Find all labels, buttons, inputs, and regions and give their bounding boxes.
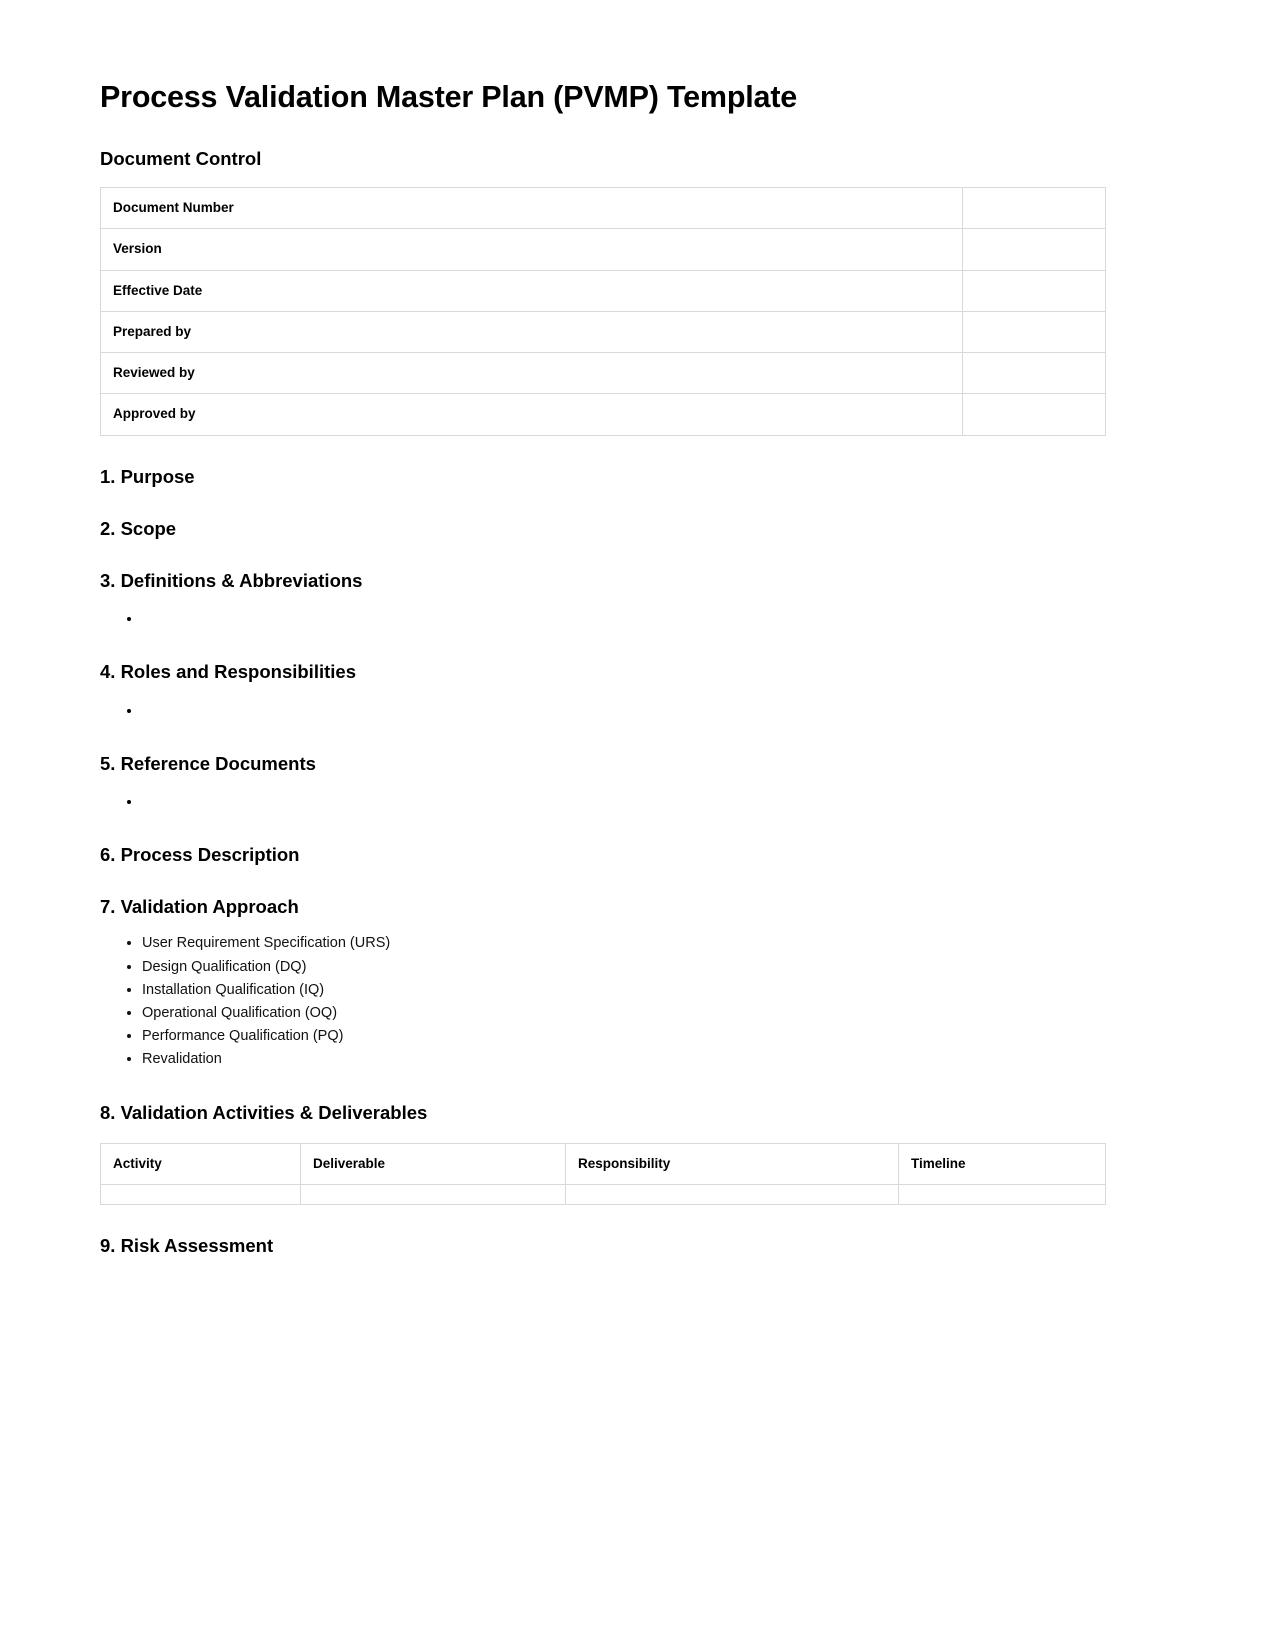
table-header-row bbox=[101, 1143, 1106, 1184]
list-item bbox=[142, 791, 1105, 814]
list-item: • Performance Qualification (PQ) bbox=[142, 1025, 1105, 1048]
table-row bbox=[101, 1184, 1106, 1204]
responsibility-cell[interactable] bbox=[566, 1184, 899, 1204]
definitions-bullet-list bbox=[100, 608, 1105, 631]
column-header-responsibility: Responsibility bbox=[566, 1143, 899, 1184]
column-header-activity: Activity bbox=[101, 1143, 301, 1184]
document-control-table bbox=[100, 187, 1106, 435]
reference-documents-bullet-list bbox=[100, 791, 1105, 814]
list-item: • Revalidation bbox=[142, 1048, 1105, 1071]
column-header-timeline: Timeline bbox=[899, 1143, 1106, 1184]
table-row bbox=[101, 188, 1106, 229]
column-header-deliverable: Deliverable bbox=[301, 1143, 566, 1184]
section-heading-reference-documents: 5. Reference Documents bbox=[100, 752, 316, 774]
table-row bbox=[101, 353, 1106, 394]
page-title: Process Validation Master Plan (PVMP) Template bbox=[100, 80, 798, 114]
deliverable-cell[interactable] bbox=[301, 1184, 566, 1204]
document-control-label: Document Number bbox=[101, 188, 963, 229]
list-item: • User Requirement Specification (URS) bbox=[142, 932, 1105, 955]
document-control-value[interactable] bbox=[963, 270, 1106, 311]
list-item bbox=[142, 700, 1105, 723]
roles-bullet-list bbox=[100, 700, 1105, 723]
section-heading-validation-activities: 8. Validation Activities & Deliverables bbox=[100, 1101, 428, 1123]
section-heading-purpose: 1. Purpose bbox=[100, 465, 195, 487]
document-control-value[interactable] bbox=[963, 394, 1106, 435]
table-row bbox=[101, 229, 1106, 270]
document-control-value[interactable] bbox=[963, 311, 1106, 352]
list-item: • Installation Qualification (IQ) bbox=[142, 979, 1105, 1002]
document-control-heading: Document Control bbox=[100, 148, 262, 170]
document-control-label: Reviewed by bbox=[101, 353, 963, 394]
section-heading-scope: 2. Scope bbox=[100, 517, 177, 539]
section-heading-roles: 4. Roles and Responsibilities bbox=[100, 661, 356, 683]
validation-activities-table bbox=[100, 1143, 1106, 1205]
section-heading-validation-approach: 7. Validation Approach bbox=[100, 896, 299, 918]
table-row bbox=[101, 311, 1106, 352]
validation-approach-bullet-list bbox=[100, 932, 1105, 1071]
table-row bbox=[101, 270, 1106, 311]
document-control-label: Prepared by bbox=[101, 311, 963, 352]
table-row bbox=[101, 394, 1106, 435]
section-heading-risk-assessment: 9. Risk Assessment bbox=[100, 1234, 274, 1256]
document-control-value[interactable] bbox=[963, 188, 1106, 229]
document-control-label: Approved by bbox=[101, 394, 963, 435]
list-item: • Design Qualification (DQ) bbox=[142, 956, 1105, 979]
document-control-value[interactable] bbox=[963, 229, 1106, 270]
document-control-label: Version bbox=[101, 229, 963, 270]
document-control-value[interactable] bbox=[963, 353, 1106, 394]
section-heading-definitions: 3. Definitions & Abbreviations bbox=[100, 569, 363, 591]
activity-cell[interactable] bbox=[101, 1184, 301, 1204]
list-item bbox=[142, 608, 1105, 631]
list-item: • Operational Qualification (OQ) bbox=[142, 1002, 1105, 1025]
section-heading-process-description: 6. Process Description bbox=[100, 844, 300, 866]
timeline-cell[interactable] bbox=[899, 1184, 1106, 1204]
document-control-label: Effective Date bbox=[101, 270, 963, 311]
